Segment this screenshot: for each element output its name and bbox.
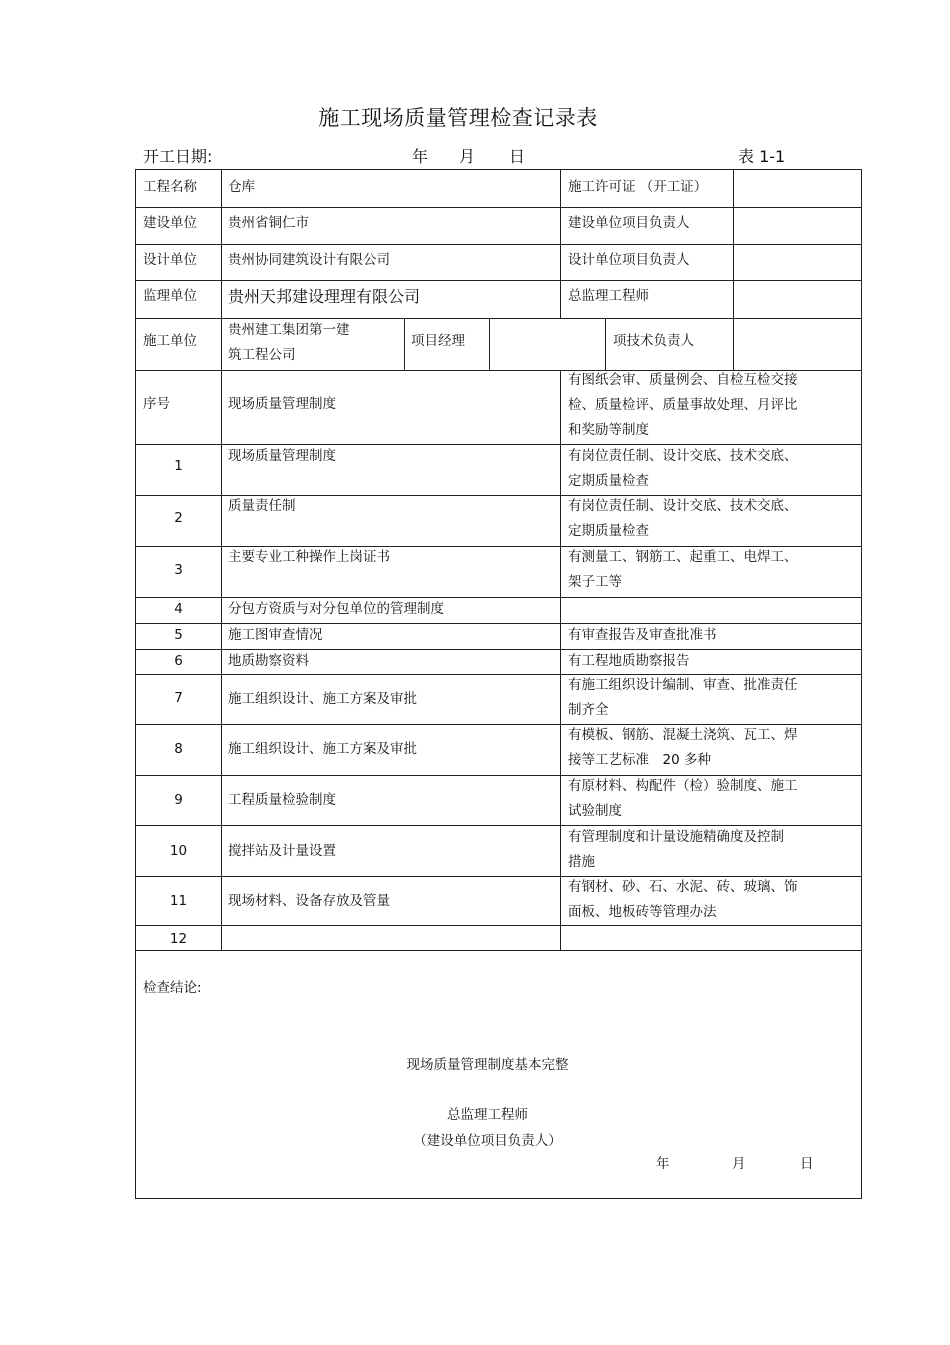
start-date-label: 开工日期: [143,147,213,166]
row-item: 现场质量管理制度 [228,448,336,464]
row-item: 分包方资质与对分包单位的管理制度 [228,601,444,617]
project-name-label: 工程名称 [143,179,197,195]
seq-header: 序号 [143,396,170,412]
contractor-label: 施工单位 [143,333,197,349]
conclusion-text: 现场质量管理制度基本完整 [406,1057,569,1073]
item-header: 现场质量管理制度 [228,396,336,412]
row-content: 制齐全 [568,702,609,718]
row-number: 5 [174,627,183,643]
designer-pm-label: 设计单位项目负责人 [568,252,690,268]
row-number: 1 [174,458,183,474]
row-content: 定期质量检查 [568,523,649,539]
inspection-table [135,169,862,1199]
contractor-value-line2: 筑工程公司 [228,347,296,363]
row-number: 8 [174,741,183,757]
row-item: 施工图审查情况 [228,627,323,643]
row-content: 有测量工、钢筋工、起重工、电焊工、 [568,549,798,565]
contractor-value-line1: 贵州建工集团第一建 [228,322,350,338]
header-year: 年 [412,147,429,166]
row-number: 3 [174,562,183,578]
content-header-line: 有图纸会审、质量例会、自检互检交接 [568,372,798,388]
row-number: 12 [169,931,188,947]
content-header-line: 检、质量检评、质量事故处理、月评比 [568,397,798,413]
row-content: 有施工组织设计编制、审查、批准责任 [568,677,798,693]
row-content: 有模板、钢筋、混凝土浇筑、瓦工、焊 [568,727,798,743]
row-number: 11 [169,893,188,909]
pm-label: 项目经理 [411,333,465,349]
row-number: 4 [174,601,183,617]
designer-label: 设计单位 [143,252,197,268]
project-name-value: 仓库 [228,179,255,195]
row-content: 措施 [568,854,595,870]
row-content: 接等工艺标准 20 多种 [568,752,711,768]
row-number: 7 [174,690,183,706]
row-content: 试验制度 [568,803,622,819]
row-number: 9 [174,792,183,808]
row-content: 有原材料、构配件（检）验制度、施工 [568,778,798,794]
row-item: 主要专业工种操作上岗证书 [228,549,390,565]
chief-supervisor-label: 总监理工程师 [568,288,649,304]
sign-year: 年 [656,1156,670,1172]
owner-value: 贵州省铜仁市 [228,215,309,231]
row-content: 有管理制度和计量设施精确度及控制 [568,829,784,845]
row-number: 6 [174,653,183,669]
row-item: 施工组织设计、施工方案及审批 [228,691,417,707]
owner-label: 建设单位 [143,215,197,231]
table-number: 表 1-1 [738,147,786,166]
row-item: 工程质量检验制度 [228,792,336,808]
row-content: 有钢材、砂、石、水泥、砖、玻璃、饰 [568,879,798,895]
row-content: 有岗位责任制、设计交底、技术交底、 [568,448,798,464]
tech-lead-label: 项技术负责人 [613,333,694,349]
supervisor-label: 监理单位 [143,288,197,304]
row-item: 质量责任制 [228,498,296,514]
content-header-line: 和奖励等制度 [568,422,649,438]
row-item: 地质勘察资料 [228,653,309,669]
sign-day: 日 [800,1156,814,1172]
row-content: 面板、地板砖等管理办法 [568,904,717,920]
row-content: 架子工等 [568,574,622,590]
page-title: 施工现场质量管理检查记录表 [318,106,598,130]
row-content: 定期质量检查 [568,473,649,489]
owner-pm-label: 建设单位项目负责人 [568,215,690,231]
conclusion-label: 检查结论: [143,980,202,996]
permit-label: 施工许可证 （开工证） [568,179,708,195]
designer-value: 贵州协同建筑设计有限公司 [228,252,390,268]
row-content: 有工程地质勘察报告 [568,653,690,669]
row-number: 2 [174,510,183,526]
row-item: 现场材料、设备存放及管量 [228,893,390,909]
sign-month: 月 [732,1156,746,1172]
header-day: 日 [509,147,526,166]
header-month: 月 [459,147,476,166]
signer-note: （建设单位项目负责人） [413,1133,562,1149]
signer-title: 总监理工程师 [447,1107,528,1123]
row-item: 施工组织设计、施工方案及审批 [228,741,417,757]
supervisor-value: 贵州天邦建设理理有限公司 [228,287,421,306]
row-item: 搅拌站及计量设置 [228,843,336,859]
row-content: 有审查报告及审查批准书 [568,627,717,643]
row-content: 有岗位责任制、设计交底、技术交底、 [568,498,798,514]
row-number: 10 [169,843,188,859]
